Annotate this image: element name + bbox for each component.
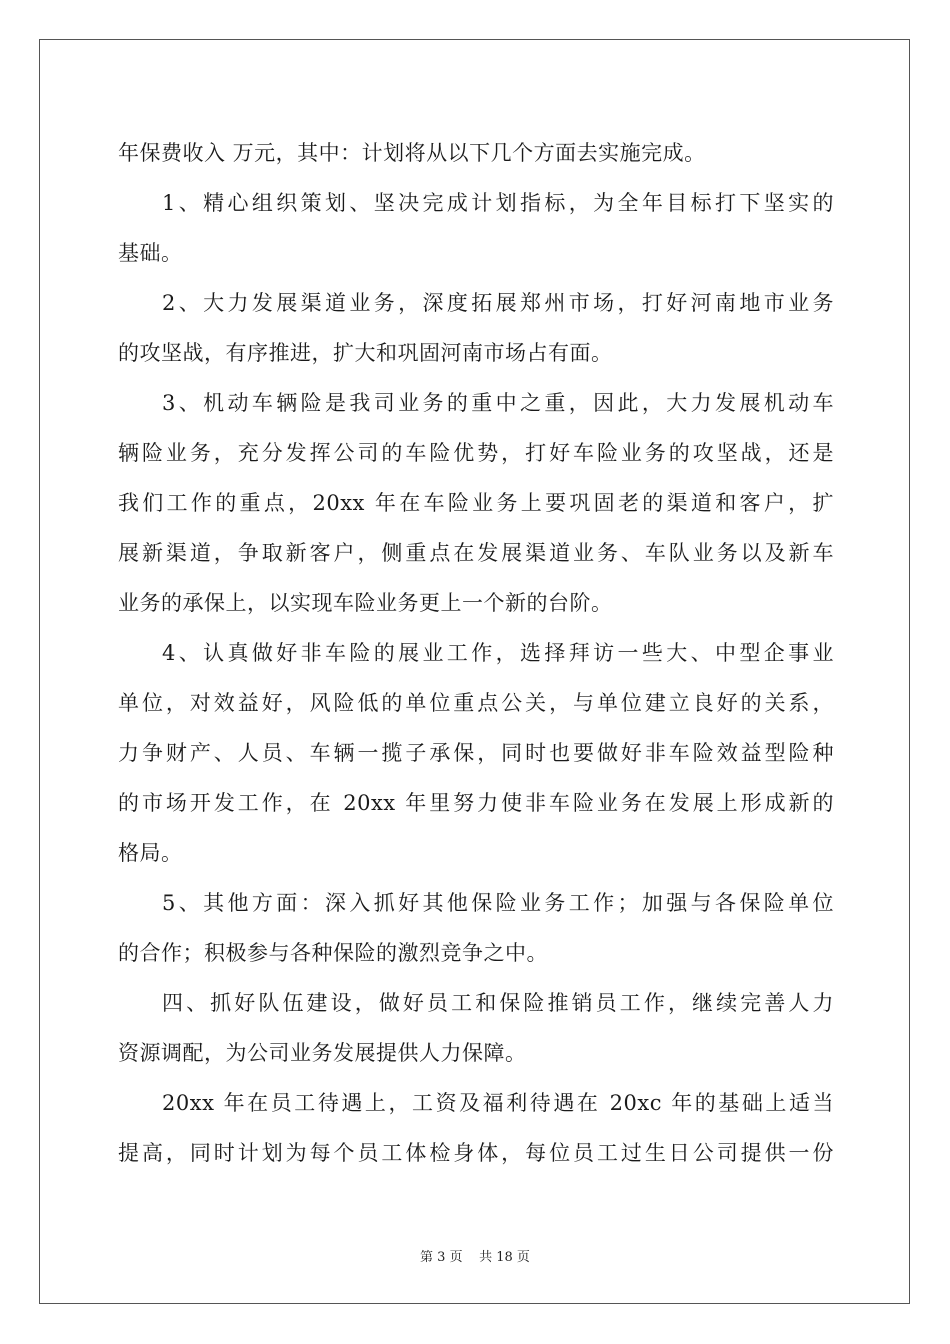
- text-line: 2、大力发展渠道业务，深度拓展郑州市场，打好河南地市业务: [162, 291, 834, 315]
- text-line: 格局。: [118, 841, 183, 865]
- text-line: 力争财产、人员、车辆一揽子承保，同时也要做好非车险效益型险种: [118, 741, 834, 765]
- page-footer: [0, 1246, 950, 1265]
- document-body: [118, 128, 834, 1178]
- text-line: 业务的承保上，以实现车险业务更上一个新的台阶。: [118, 591, 613, 615]
- text-line: 的市场开发工作，在 20xx 年里努力使非车险业务在发展上形成新的: [118, 791, 834, 815]
- text-line: 辆险业务，充分发挥公司的车险优势，打好车险业务的攻坚战，还是: [118, 441, 834, 465]
- text-line: 单位，对效益好，风险低的单位重点公关，与单位建立良好的关系，: [118, 691, 834, 715]
- text-line: 20xx 年在员工待遇上，工资及福利待遇在 20xc 年的基础上适当: [162, 1091, 834, 1115]
- text-line: 4、认真做好非车险的展业工作，选择拜访一些大、中型企事业: [162, 641, 834, 665]
- text-line: 3、机动车辆险是我司业务的重中之重，因此，大力发展机动车: [162, 391, 834, 415]
- text-line: 四、抓好队伍建设，做好员工和保险推销员工作，继续完善人力: [162, 991, 834, 1015]
- page-number: 第 3 页: [420, 1250, 463, 1265]
- text-line: 的合作；积极参与各种保险的激烈竞争之中。: [118, 941, 548, 965]
- text-line: 展新渠道，争取新客户，侧重点在发展渠道业务、车队业务以及新车: [118, 541, 834, 565]
- text-line: 5、其他方面：深入抓好其他保险业务工作；加强与各保险单位: [162, 891, 834, 915]
- text-line: 资源调配，为公司业务发展提供人力保障。: [118, 1041, 527, 1065]
- text-line: 我们工作的重点，20xx 年在车险业务上要巩固老的渠道和客户，扩: [118, 491, 834, 515]
- text-line: 基础。: [118, 241, 183, 265]
- text-line: 年保费收入 万元，其中：计划将从以下几个方面去实施完成。: [118, 141, 706, 165]
- text-line: 提高，同时计划为每个员工体检身体，每位员工过生日公司提供一份: [118, 1141, 834, 1165]
- page-total: 共 18 页: [479, 1250, 530, 1265]
- text-line: 的攻坚战，有序推进，扩大和巩固河南市场占有面。: [118, 341, 613, 365]
- text-line: 1、精心组织策划、坚决完成计划指标，为全年目标打下坚实的: [162, 191, 834, 215]
